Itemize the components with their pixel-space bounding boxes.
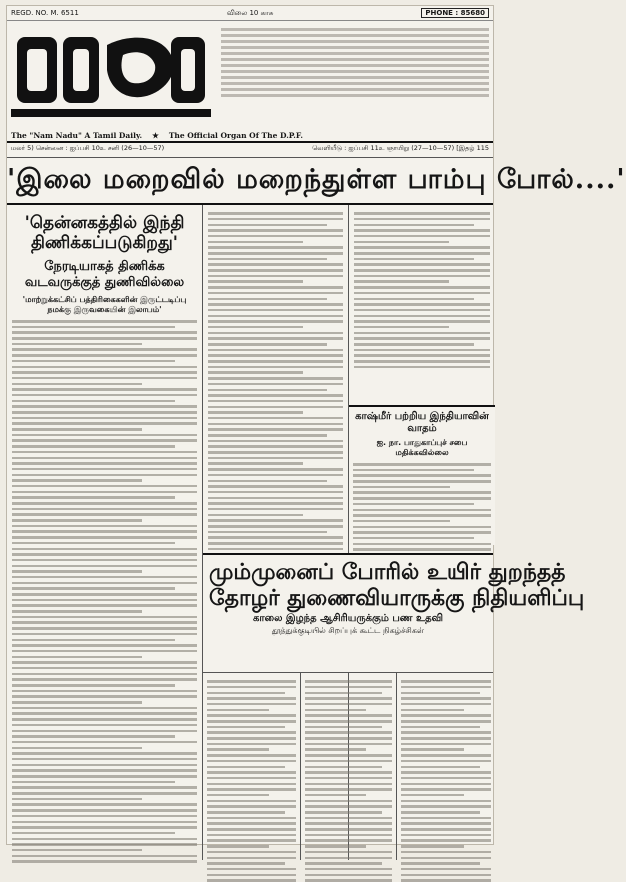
wide-kicker: தூத்துக்குடியில் சிறப்புக் கூட்ட நிகழ்ச்சிகள் [271,626,425,635]
newspaper-page [6,5,626,845]
left-column [7,205,203,860]
issue-date-left: மலர் 5) சென்னை : ஐப்பசி 10உ சனி (26—10—57) [11,144,165,152]
phone-number: PHONE : 85680 [421,8,489,18]
issue-date-right: வெளியீடு : ஐப்பசி 11உ ஞாயிறு (27—10—57) [இதழ் 115 [312,144,489,152]
kashmir-subtitle: ஐ. நா. பாதுகாப்புச் சபை மதிக்கவில்லை [376,438,468,457]
page-body [7,205,585,860]
wide-story [203,553,585,673]
lower-columns [203,673,493,860]
lower-column-2 [301,673,397,860]
star-icon: ★ [152,131,159,140]
wide-subheadline: காலை இழந்த ஆசிரியருக்கும் பண உதவி [253,613,443,624]
kashmir-story [349,405,495,545]
kashmir-title: காஷ்மீர் பற்றிய இந்தியாவின் வாதம் [355,411,489,434]
lower-column-3 [397,673,495,860]
header-notice [221,25,489,100]
price-label: விலை 10 காசு [226,8,274,17]
masthead [7,21,493,143]
masthead-logo [11,25,211,120]
left-headline: 'தென்னகத்தில் இந்தி திணிக்கப்படுகிறது' [24,213,185,253]
lower-column-1 [203,673,301,860]
english-tagline: The "Nam Nadu" A Tamil Daily. ★ The Official Organ Of The D.P.F. [11,131,303,140]
banner-headline: 'இலை மறைவில் மறைந்துள்ள பாம்பு போல்....' [7,158,493,205]
left-subheadline: நேரடியாகத் திணிக்க வடவருக்குத் துணிவில்லை [24,259,185,290]
registration-number: REGD. NO. M. 6511 [11,9,79,17]
wide-headline-line2: தோழர் துணைவியாருக்கு நிதியளிப்பு [209,585,585,611]
top-strip [7,6,493,21]
wide-headline-line1: மும்முனைப் போரில் உயிர் துறந்தத் [209,559,566,585]
left-kicker: 'மாற்றுக்கட்சிப் பத்திரிகைகளின் இருட்டடிப்பு நமக்கு இருவகையின் இலாபம்' [22,295,187,314]
date-ribbon [7,143,493,158]
